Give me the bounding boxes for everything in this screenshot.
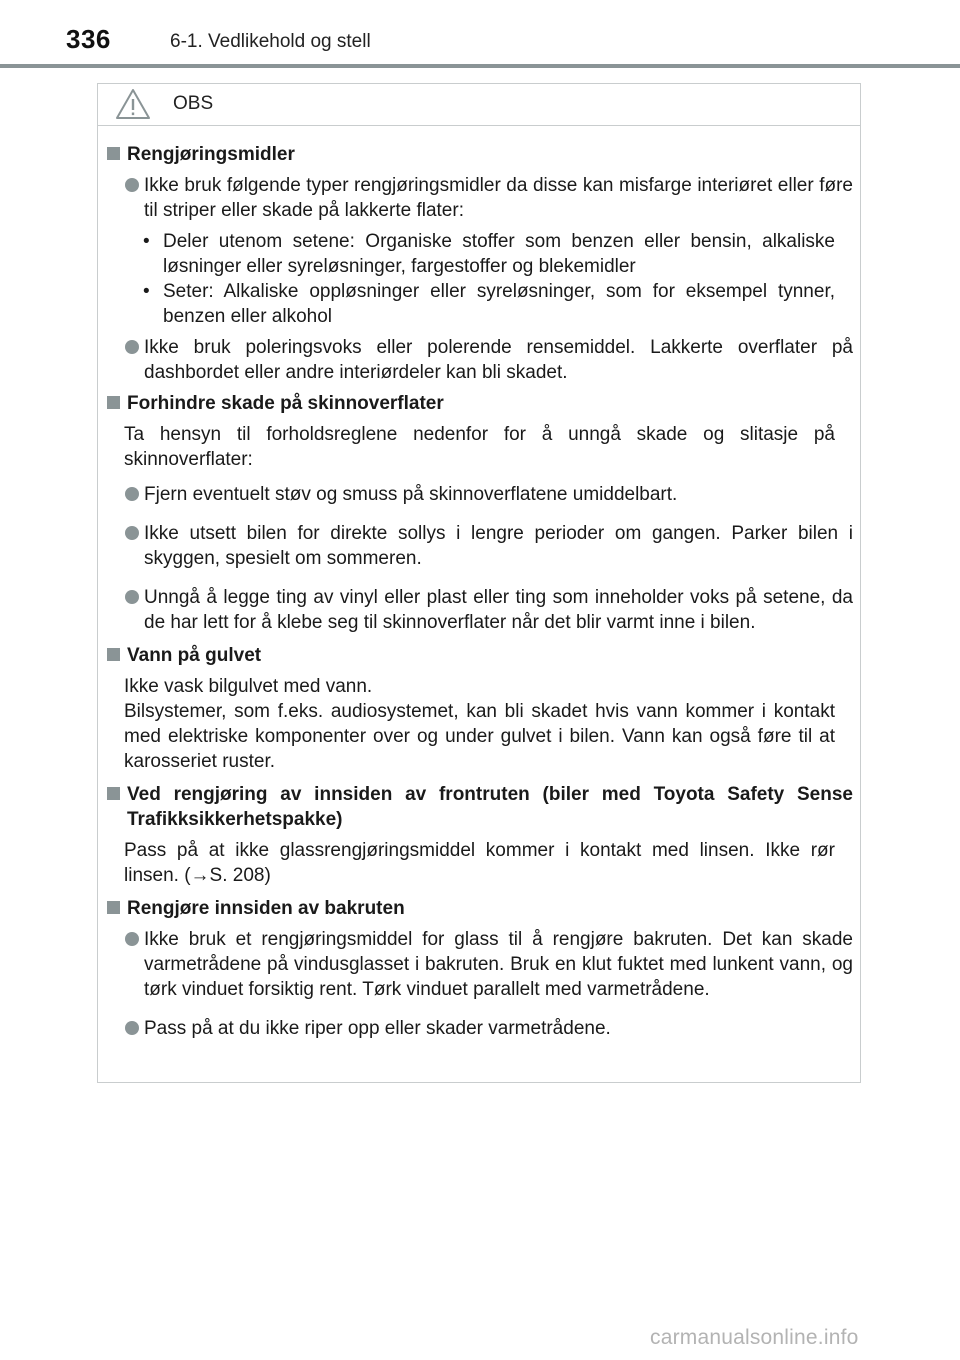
obs-section [107,782,853,888]
obs-title: OBS [173,93,214,114]
paragraph: Bilsystemer, som f.eks. audiosystemet, kan bli skadet hvis vann kommer i kontakt med elektriske komponenter over og under gulvet i bilen. Vann kan også føre til at karosseriet ruster. [124,701,835,772]
circle-bullet-icon [125,590,139,604]
circle-bullet-icon [125,1021,139,1035]
circle-bullet-icon [125,178,139,192]
obs-section [107,391,853,635]
dot-bullet-icon: • [143,231,150,252]
section-heading: Ved rengjøring av innsiden av frontruten (biler med Toyota Safety Sense Trafikksikkerhetspakke) [107,782,853,832]
square-bullet-icon [107,648,120,661]
circle-bullet-icon [125,487,139,501]
list-item: Pass på at du ikke riper opp eller skader varmetrådene. [107,1016,853,1041]
paragraph: Ikke vask bilgulvet med vann. [124,676,373,697]
page-header [0,0,960,70]
watermark: carmanualsonline.info [650,1326,859,1349]
section-heading: Rengjøre innsiden av bakruten [107,896,853,921]
header-rule [0,64,960,68]
list-item: Unngå å legge ting av vinyl eller plast eller ting som inneholder voks på setene, da de har lett for å klebe seg til skinnoverflater når det blir varmt inne i bilen. [107,585,853,635]
list-item: Ikke bruk følgende typer rengjøringsmidler da disse kan misfarge interiøret eller føre til striper eller skade på lakkerte flater: [107,173,853,223]
sub-list-item: • Deler utenom setene: Organiske stoffer som benzen eller bensin, alkaliske løsninger eller syreløsninger, fargestoffer og blekemidler [143,231,835,277]
obs-header [98,84,860,126]
paragraph: Ta hensyn til forholdsreglene nedenfor for å unngå skade og slitasje på skinnoverflater: [124,424,835,470]
section-heading: Vann på gulvet [107,643,853,668]
warning-triangle-icon [115,88,151,120]
obs-content [107,142,853,1047]
square-bullet-icon [107,396,120,409]
page-number: 336 [66,24,111,54]
obs-notice-box [97,83,861,1083]
square-bullet-icon [107,901,120,914]
circle-bullet-icon [125,340,139,354]
dot-bullet-icon: • [143,281,150,302]
section-heading: Rengjøringsmidler [107,142,853,167]
paragraph: Pass på at ikke glassrengjøringsmiddel kommer i kontakt med linsen. Ikke rør linsen. (→S. 208) [124,840,835,886]
square-bullet-icon [107,787,120,800]
list-item: Ikke utsett bilen for direkte sollys i lengre perioder om gangen. Parker bilen i skyggen, spesielt om sommeren. [107,521,853,571]
obs-section [107,896,853,1041]
section-title: 6-1. Vedlikehold og stell [170,31,371,52]
circle-bullet-icon [125,526,139,540]
obs-section [107,643,853,774]
sub-list-item: • Seter: Alkaliske oppløsninger eller syreløsninger, som for eksempel tynner, benzen eller alkohol [143,281,835,327]
sub-list [107,229,853,329]
list-item: Fjern eventuelt støv og smuss på skinnoverflatene umiddelbart. [107,482,853,507]
list-item: Ikke bruk poleringsvoks eller polerende rensemiddel. Lakkerte overflater på dashbordet eller andre interiørdeler kan bli skadet. [107,335,853,385]
list-item: Ikke bruk et rengjøringsmiddel for glass til å rengjøre bakruten. Det kan skade varmetrådene på vindusglasset i bakruten. Bruk en klut fuktet med lunkent vann, og tørk vinduet forsiktig rent. Tørk vinduet parallelt med varmetrådene. [107,927,853,1002]
circle-bullet-icon [125,932,139,946]
section-heading: Forhindre skade på skinnoverflater [107,391,853,416]
square-bullet-icon [107,147,120,160]
obs-section [107,142,853,385]
